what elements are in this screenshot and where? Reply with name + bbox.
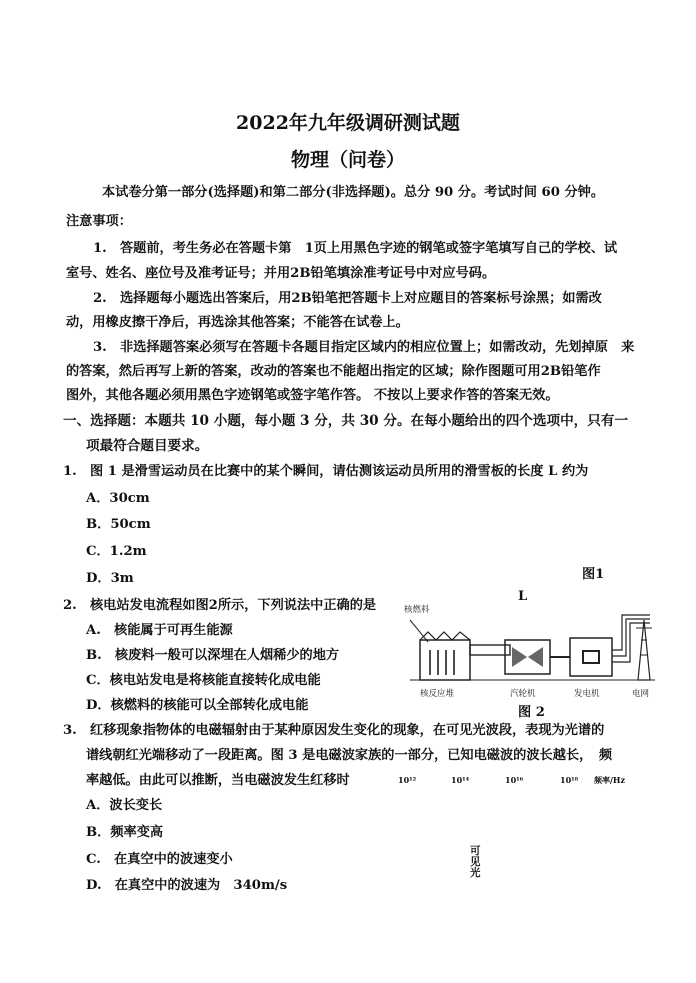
q3-option-b: B．频率变高 <box>86 825 164 840</box>
q1-option-b: B．50cm <box>86 517 151 532</box>
reactor-roof <box>420 632 470 640</box>
grid-tower <box>638 620 650 680</box>
axis-tick-1e16: 10¹⁶ <box>505 775 524 785</box>
generator-box <box>570 638 612 676</box>
note-3-line-1: 3. 非选择题答案必须写在答题卡各题目指定区域内的相应位置上；如需改动，先划掉原 来 <box>93 340 635 355</box>
note-3-line-2: 的答案，然后再写上新的答案，改动的答案也不能超出指定的区域；除作图题可用2B铅笔作 <box>66 364 601 379</box>
q1-option-d: D．3m <box>86 571 134 586</box>
figure-2-label: 图 2 <box>518 705 545 720</box>
label-reactor: 核反应堆 <box>420 689 455 699</box>
generator-core <box>583 651 599 663</box>
figure-2-diagram <box>400 600 660 710</box>
note-1-line-1: 1. 答题前，考生务必在答题卡第 1页上用黑色字迹的钢笔或签字笔填写自己的学校、试 <box>93 241 618 256</box>
section-1-heading-cont: 项最符合题目要求。 <box>86 438 209 454</box>
q1-option-c: C．1.2m <box>86 544 147 559</box>
q2-option-c: C．核电站发电是将核能直接转化成电能 <box>86 673 321 688</box>
exam-intro: 本试卷分第一部分(选择题)和第二部分(非选择题)。总分 90 分。考试时间 60 分钟。 <box>102 185 605 200</box>
figure-1-length-label: L <box>518 589 528 604</box>
turbine-box <box>505 640 550 674</box>
q3-line-2: 谱线朝红光端移动了一段距离。图 3 是电磁波家族的一部分，已知电磁波的波长越长， 频 <box>86 748 613 763</box>
axis-tick-1e18: 10¹⁸ <box>560 775 579 785</box>
q2-stem: 2. 核电站发电流程如图2所示，下列说法中正确的是 <box>63 598 377 613</box>
q1-option-a: A．30cm <box>86 491 150 506</box>
note-2-line-1: 2. 选择题每小题选出答案后，用2B铅笔把答题卡上对应题目的答案标号涂黑；如需改 <box>93 291 602 306</box>
fuel-pointer <box>410 620 428 642</box>
note-2-line-2: 动，用橡皮擦干净后，再选涂其他答案；不能答在试卷上。 <box>66 315 409 330</box>
q3-line-3: 率越低。由此可以推断，当电磁波发生红移时 <box>86 773 350 788</box>
axis-tick-1e14: 10¹⁴ <box>451 775 470 785</box>
label-generator: 发电机 <box>574 689 600 699</box>
q2-option-d: D．核燃料的核能可以全部转化成电能 <box>86 698 309 713</box>
axis-tick-1e12: 10¹² <box>398 775 417 785</box>
axis-unit: 频率/Hz <box>594 775 626 785</box>
note-3-line-3: 图外，其他各题必须用黑色字迹钢笔或签字笔作答。 不按以上要求作答的答案无效。 <box>66 388 559 403</box>
q1-stem: 1. 图 1 是滑雪运动员在比赛中的某个瞬间，请估测该运动员所用的滑雪板的长度 L 约为 <box>63 464 589 479</box>
visible-light-label: 可见光 <box>470 845 481 879</box>
label-turbine: 汽轮机 <box>510 689 536 699</box>
reactor-box <box>420 640 470 680</box>
q2-option-a: A. 核能属于可再生能源 <box>86 623 233 638</box>
exam-title: 2022年九年级调研测试题 <box>236 112 460 134</box>
turbine-blade-left <box>512 647 527 667</box>
label-grid: 电网 <box>632 689 650 699</box>
q2-option-b: B. 核废料一般可以深埋在人烟稀少的地方 <box>86 648 340 663</box>
q3-line-1: 3. 红移现象指物体的电磁辐射由于某种原因发生变化的现象，在可见光波段，表现为光谱的 <box>63 723 605 738</box>
q3-option-d: D. 在真空中的波速为 340m/s <box>86 878 288 893</box>
turbine-blade-right <box>528 647 543 667</box>
exam-subtitle: 物理（问卷） <box>290 149 405 171</box>
q3-option-c: C. 在真空中的波速变小 <box>86 852 233 867</box>
notes-heading: 注意事项： <box>66 214 132 229</box>
note-1-line-2: 室号、姓名、座位号及准考证号；并用2B铅笔填涂准考证号中对应号码。 <box>66 266 496 281</box>
section-1-heading: 一、选择题：本题共 10 小题，每小题 3 分，共 30 分。在每小题给出的四个选项中，只有一 <box>63 413 629 429</box>
q3-option-a: A．波长变长 <box>86 798 163 813</box>
figure-1-label: 图1 <box>582 567 605 582</box>
label-fuel: 核燃料 <box>404 605 430 615</box>
steam-pipe <box>470 645 510 655</box>
